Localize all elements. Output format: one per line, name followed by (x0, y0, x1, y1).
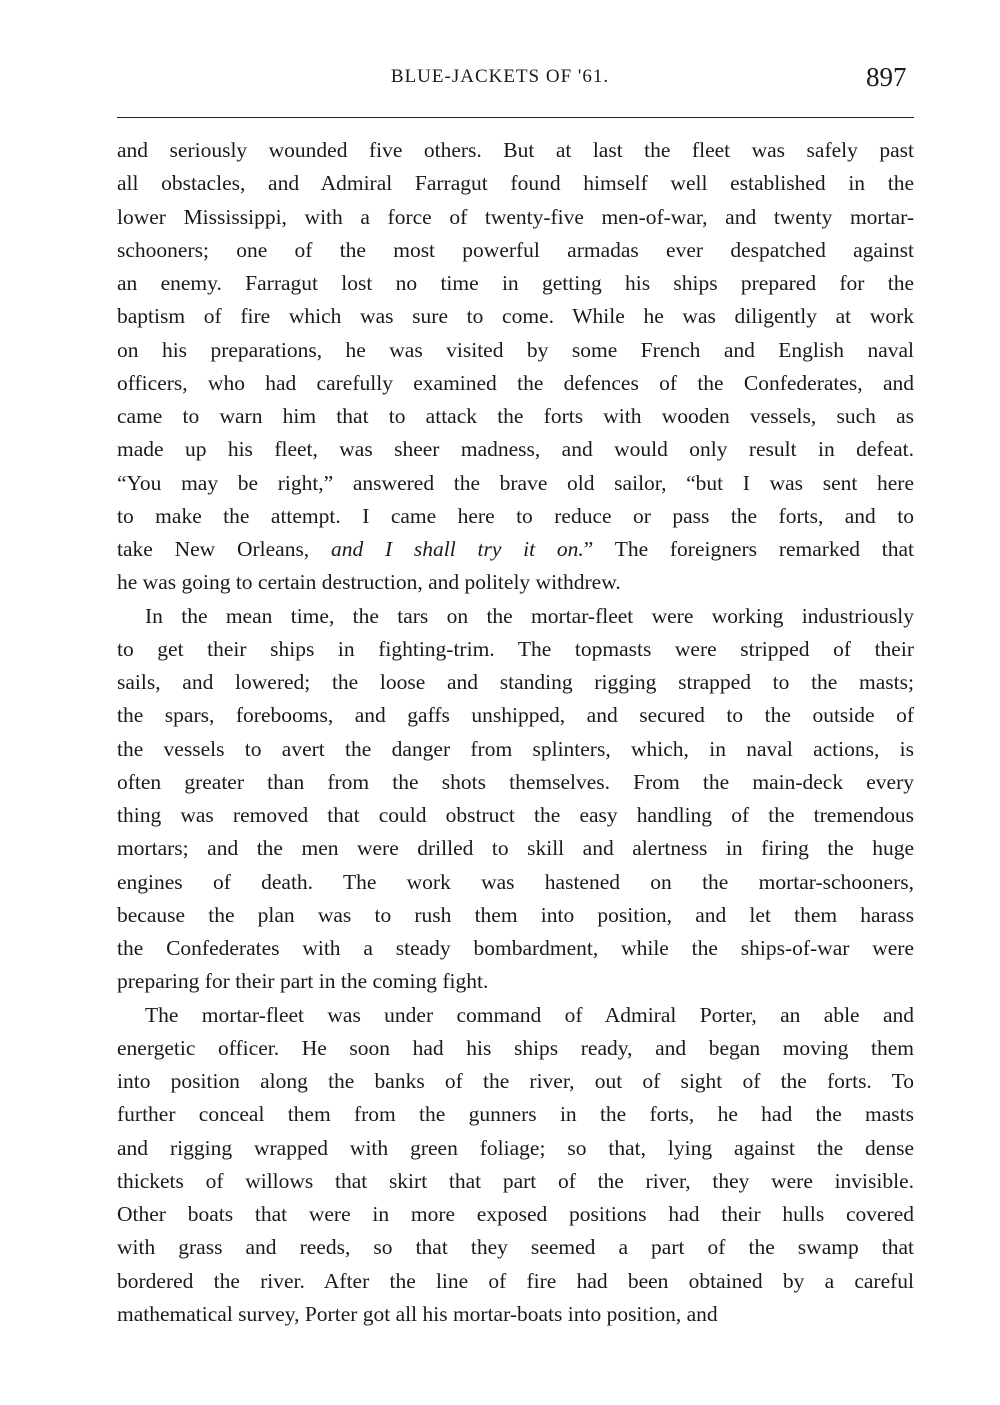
text-line: thickets of willows that skirt that part of the river, they were invisible. (117, 1168, 914, 1193)
text-line: mortars; and the men were drilled to skill and alertness in firing the huge (117, 836, 914, 861)
text-line: officers, who had carefully examined the defences of the Confederates, and (117, 370, 914, 395)
text-line: further conceal them from the gunners in the forts, he had the masts (117, 1102, 914, 1127)
text-line: schooners; one of the most powerful armadas ever despatched against (117, 237, 914, 262)
paragraph (117, 600, 914, 999)
paragraph (117, 999, 914, 1332)
text-line: the vessels to avert the danger from splinters, which, in naval actions, is (117, 736, 914, 761)
paragraph (117, 134, 914, 600)
text-line: he was going to certain destruction, and politely withdrew. (117, 570, 621, 595)
header-rule (117, 117, 914, 118)
text-line: energetic officer. He soon had his ships ready, and began moving them (117, 1035, 914, 1060)
text-line: to get their ships in fighting-trim. The topmasts were stripped of their (117, 636, 914, 661)
text-line: and seriously wounded five others. But at last the fleet was safely past (117, 138, 914, 162)
text-line: Other boats that were in more exposed positions had their hulls covered (117, 1202, 914, 1226)
text-segment: ” The foreigners remarked that (583, 537, 914, 561)
italic-quote: and I shall try it on. (330, 537, 584, 561)
text-line: mathematical survey, Porter got all his mortar-boats into position, and (117, 1301, 718, 1326)
text-line: baptism of fire which was sure to come. While he was diligently at work (117, 304, 914, 329)
text-line: the Confederates with a steady bombardment, while the ships-of-war were (117, 936, 914, 960)
text-line (117, 533, 914, 566)
text-line: The mortar-fleet was under command of Admiral Porter, an able and (145, 1002, 914, 1027)
text-line: “You may be right,” answered the brave old sailor, “but I was sent here (117, 470, 914, 495)
text-line: to make the attempt. I came here to reduce or pass the forts, and to (117, 503, 914, 528)
text-line: into position along the banks of the river, out of sight of the forts. To (117, 1069, 914, 1093)
text-line: thing was removed that could obstruct the easy handling of the tremendous (117, 803, 914, 827)
text-line: engines of death. The work was hastened on the mortar-schooners, (117, 869, 914, 894)
text-line: the spars, forebooms, and gaffs unshipped, and secured to the outside of (117, 703, 914, 728)
page-body (117, 134, 914, 1331)
text-line: sails, and lowered; the loose and standing rigging strapped to the masts; (117, 670, 914, 694)
text-line: preparing for their part in the coming fight. (117, 969, 489, 994)
text-line: on his preparations, he was visited by some French and English naval (117, 337, 914, 362)
text-line: all obstacles, and Admiral Farragut found himself well established in the (117, 171, 914, 196)
running-header-title: BLUE-JACKETS OF '61. (390, 66, 610, 87)
text-line: came to warn him that to attack the forts with wooden vessels, such as (117, 404, 914, 428)
text-line: often greater than from the shots themselves. From the main-deck every (117, 769, 914, 794)
text-line: made up his fleet, was sheer madness, and would only result in defeat. (117, 437, 914, 462)
page-number: 897 (866, 62, 907, 92)
text-line: with grass and reeds, so that they seemed a part of the swamp that (117, 1235, 914, 1260)
text-line: In the mean time, the tars on the mortar-fleet were working industriously (145, 603, 914, 628)
text-segment: take New Orleans, (117, 537, 331, 561)
text-line: an enemy. Farragut lost no time in getting his ships prepared for the (117, 271, 914, 295)
text-line: bordered the river. After the line of fire had been obtained by a careful (117, 1268, 914, 1293)
text-line: and rigging wrapped with green foliage; so that, lying against the dense (117, 1135, 914, 1160)
text-line: because the plan was to rush them into position, and let them harass (117, 902, 914, 927)
text-line: lower Mississippi, with a force of twenty-five men-of-war, and twenty mortar- (117, 204, 914, 229)
